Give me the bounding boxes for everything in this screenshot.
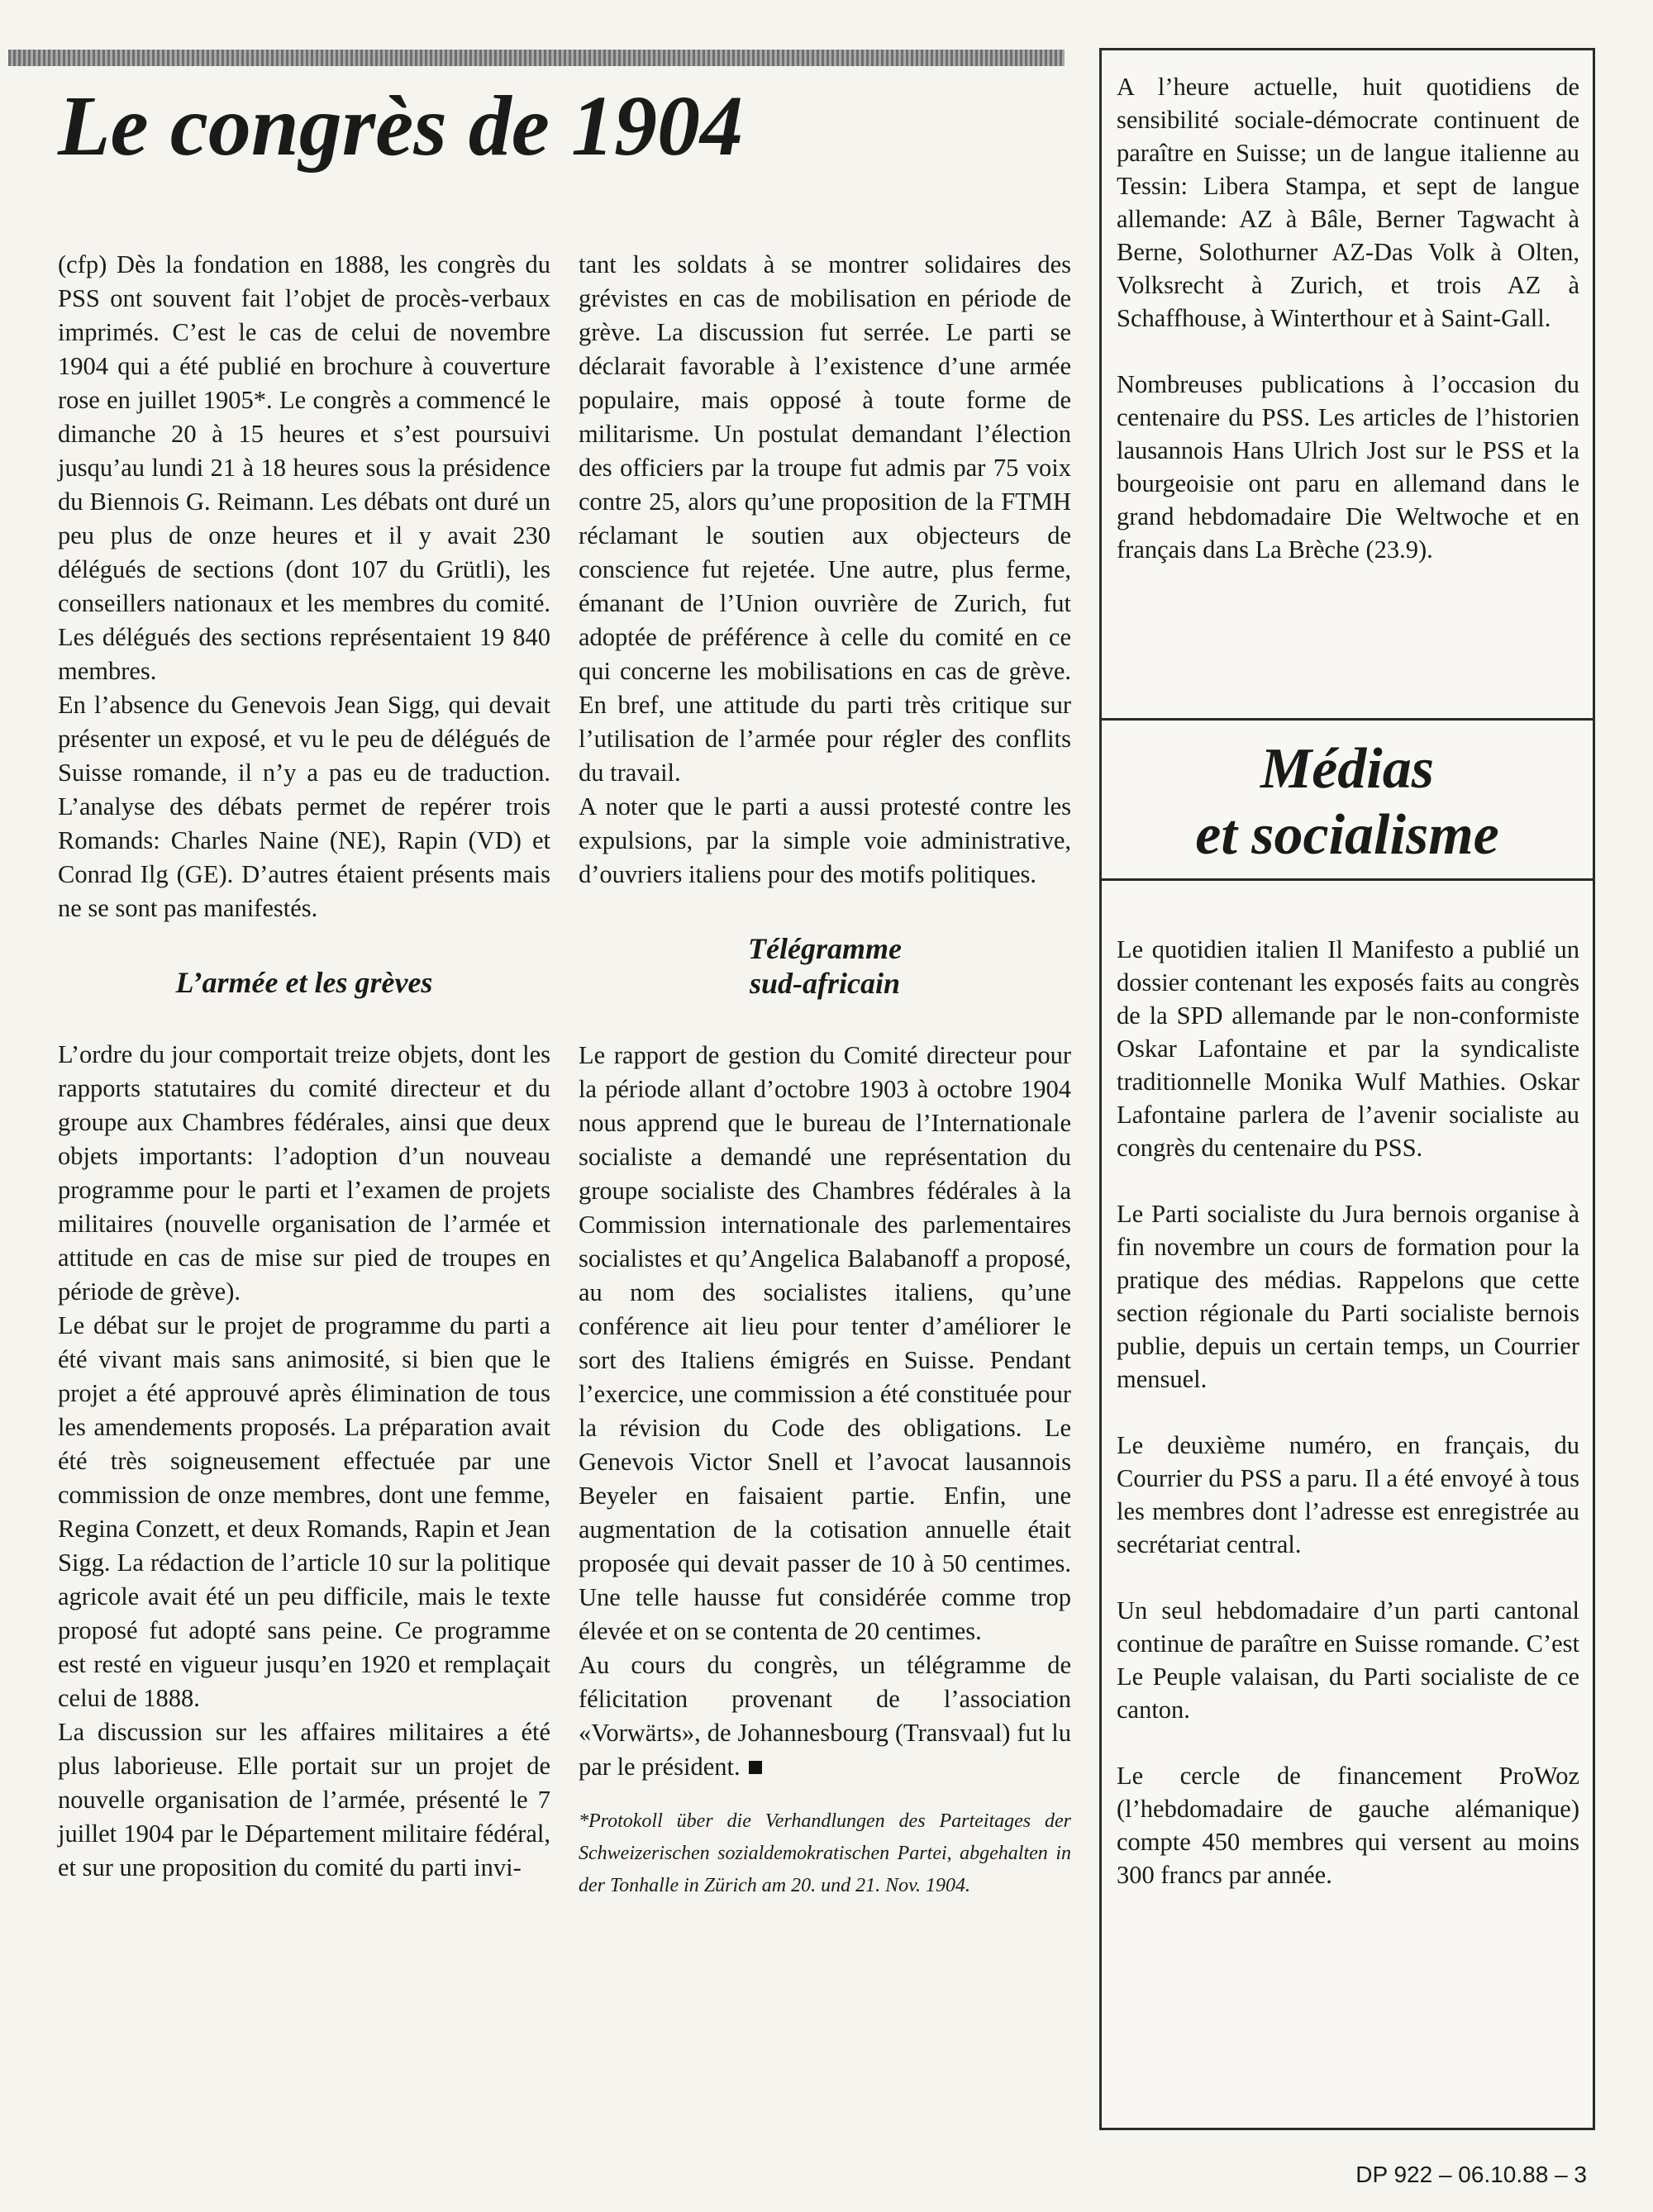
divider (1102, 718, 1593, 721)
sidebar-paragraph: Le quotidien italien Il Manifesto a publié un dossier contenant les exposés faits au congrès de la SPD allemande par le non-conformiste Oskar Lafontaine et par la syndicaliste traditionnelle Monika Wulf Mathies. Oskar Lafontaine parlera de l’avenir socialiste au congrès du centenaire du PSS. (1117, 935, 1579, 1162)
sidebar-paragraph: A l’heure actuelle, huit quotidiens de sensibilité sociale-démocrate continuent de paraître en Suisse; un de langue italienne au Tessin: Libera Stampa, et sept de langue allemande: AZ à Bâle, Berner Tagwacht à Berne, Solothurner AZ-Das Volk à Olten, Volksrecht à Zurich, et trois AZ à Schaffhouse, à Winterthour et à Saint-Gall. (1117, 73, 1579, 332)
divider (1102, 878, 1593, 881)
article-column-2 (579, 248, 1071, 1902)
subheading-army-strikes: L’armée et les grèves (175, 966, 433, 999)
sidebar-box (1099, 48, 1595, 2130)
sidebar-top-text (1117, 70, 1579, 599)
paragraph: (cfp) Dès la fondation en 1888, les congrès du PSS ont souvent fait l’objet de procès-verbaux imprimés. C’est le cas de celui de novembre 1904 qui a été publié en brochure à couverture rose en juillet 1905*. Le congrès a commencé le dimanche 20 à 15 heures et s’est poursuivi jusqu’au lundi 21 à 18 heures sous la présidence du Biennois G. Reimann. Les débats ont duré un peu plus de onze heures et il y avait 230 délégués de sections (dont 107 du Grütli), les conseillers nationaux et les membres du comité. Les délégués des sections représentaient 19 840 membres. (58, 250, 550, 685)
headline: Le congrès de 1904 (58, 78, 743, 174)
paragraph: En l’absence du Genevois Jean Sigg, qui devait présenter un exposé, et vu le peu de délégués de Suisse romande, il n’y a pas eu de traduction. L’analyse des débats permet de repérer trois Romands: Charles Naine (NE), Rapin (VD) et Conrad Ilg (GE). D’autres étaient présents mais ne se sont pas manifestés. (58, 691, 550, 922)
footnote: *Protokoll über die Verhandlungen des Parteitages der Schweizerischen sozialdemokratischen Partei, abgehalten in der Tonhalle in Zürich am 20. und 21. Nov. 1904. (579, 1810, 1071, 1896)
subheading-line: sud-africain (749, 967, 901, 1000)
paragraph: A noter que le parti a aussi protesté contre les expulsions, par la simple voie administrative, d’ouvriers italiens pour des motifs politiques. (579, 792, 1071, 888)
header-rule (8, 50, 1065, 66)
subheading-line: Télégramme (748, 932, 902, 965)
paragraph-text: Au cours du congrès, un télégramme de félicitation provenant de l’association «Vorwärts», de Johannesbourg (Transvaal) fut lu par le président. (579, 1651, 1071, 1781)
paragraph: tant les soldats à se montrer solidaires des grévistes en cas de mobilisation en période de grève. La discussion fut serrée. Le parti se déclarait favorable à l’existence d’une armée populaire, mais opposé à toute forme de militarisme. Un postulat demandant l’élection des officiers par la troupe fut admis par 75 voix contre 25, alors qu’une proposition de la FTMH réclamant le soutien aux objecteurs de conscience fut rejetée. Une autre, plus ferme, émanant de l’Union ouvrière de Zurich, fut adoptée de préférence à celle du comité en ce qui concerne les mobilisations en cas de grève. En bref, une attitude du parti très critique sur l’utilisation de l’armée pour régler des conflits du travail. (579, 250, 1071, 787)
sidebar-news-items (1117, 933, 1579, 1924)
sidebar-paragraph: Nombreuses publications à l’occasion du centenaire du PSS. Les articles de l’historien lausannois Hans Ulrich Jost sur le PSS et la bourgeoisie ont paru en allemand dans le grand hebdomadaire Die Weltwoche et en français dans La Brèche (23.9). (1117, 370, 1579, 564)
sidebar-paragraph: Le Parti socialiste du Jura bernois organise à fin novembre un cours de formation pour la pratique des médias. Rappelons que cette section régionale du Parti socialiste bernois publie, depuis un certain temps, un Courrier mensuel. (1117, 1200, 1579, 1393)
paragraph: La discussion sur les affaires militaires a été plus laborieuse. Elle portait sur un projet de nouvelle organisation de l’armée, présenté le 7 juillet 1904 par le Département militaire fédéral, et sur une proposition du comité du parti invi- (58, 1718, 550, 1881)
sidebar-paragraph: Le deuxième numéro, en français, du Courrier du PSS a paru. Il a été envoyé à tous les membres dont l’adresse est enregistrée au secrétariat central. (1117, 1431, 1579, 1558)
end-mark-icon (749, 1761, 762, 1774)
paragraph: Le rapport de gestion du Comité directeur pour la période allant d’octobre 1903 à octobre 1904 nous apprend que le bureau de l’Internationale socialiste a demandé une représentation du groupe socialiste des Chambres fédérales à la Commission internationale des parlementaires socialistes et qu’Angelica Balabanoff a proposé, au nom des socialistes italiens, qu’une conférence ait lieu pour tenter d’améliorer le sort des Italiens émigrés en Suisse. Pendant l’exercice, une commission a été constituée pour la révision du Code des obligations. Le Genevois Victor Snell et l’avocat lausannois Beyeler en faisaient partie. Enfin, une augmentation de la cotisation annuelle était proposée qui devait passer de 10 à 50 centimes. Une telle hausse fut considérée comme trop élevée et on se contenta de 20 centimes. (579, 1041, 1071, 1645)
sidebar-paragraph: Le cercle de financement ProWoz (l’hebdomadaire de gauche alémanique) compte 450 membres qui versent au moins 300 francs par année. (1117, 1762, 1579, 1889)
paragraph: L’ordre du jour comportait treize objets, dont les rapports statutaires du comité directeur et du groupe aux Chambres fédérales, ainsi que deux objets importants: l’adoption d’un nouveau programme pour le parti et l’examen de projets militaires (nouvelle organisation de l’armée et attitude en cas de mise sur pied de troupes en période de grève). (58, 1040, 550, 1306)
sidebar-title-line: Médias (1260, 737, 1434, 801)
sidebar-title-line: et socialisme (1195, 803, 1499, 867)
article-column-1 (58, 248, 550, 1885)
paragraph: Le débat sur le projet de programme du parti a été vivant mais sans animosité, si bien que le projet a été approuvé après élimination de tous les amendements proposés. La préparation avait été très soigneusement effectuée par une commission de onze membres, dont une femme, Regina Conzett, et deux Romands, Rapin et Jean Sigg. La rédaction de l’article 10 sur la politique agricole avait été un peu difficile, mais le texte proposé fut adopté sans peine. Ce programme est resté en vigueur jusqu’en 1920 et remplaçait celui de 1888. (58, 1311, 550, 1712)
page-folio: DP 922 – 06.10.88 – 3 (1355, 2162, 1587, 2187)
paragraph-final (579, 1648, 1071, 1784)
subheading-telegram (579, 931, 1071, 1001)
sidebar-paragraph: Un seul hebdomadaire d’un parti cantonal continue de paraître en Suisse romande. C’est Le Peuple valaisan, du Parti socialiste de ce canton. (1117, 1596, 1579, 1724)
sidebar-title (1102, 736, 1593, 868)
